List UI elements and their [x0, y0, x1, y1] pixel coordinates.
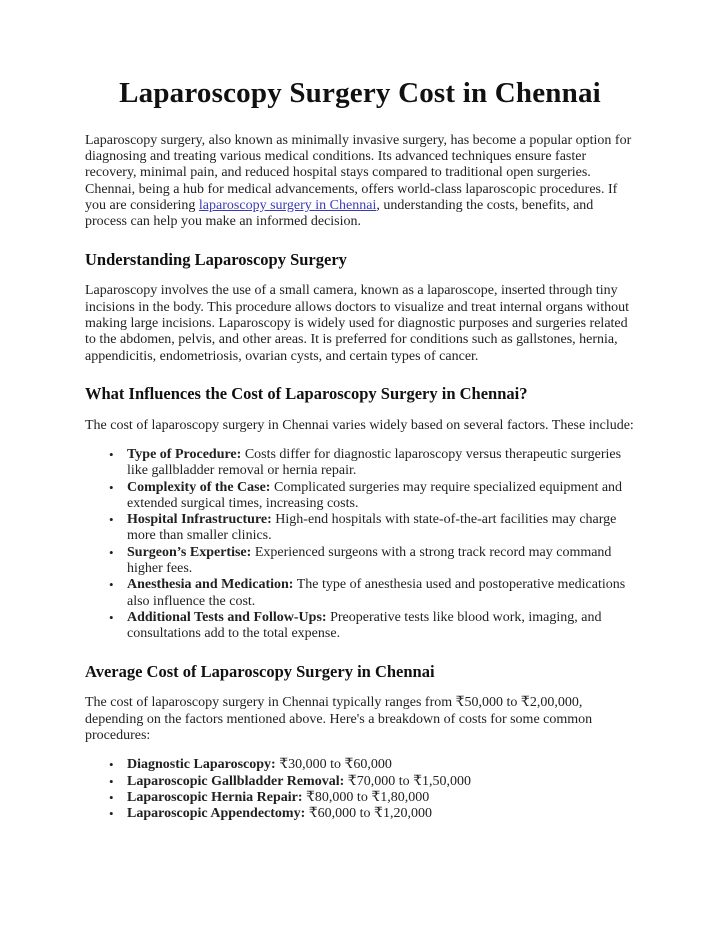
heading-understanding: Understanding Laparoscopy Surgery [85, 249, 347, 269]
list-item-text: ₹80,000 to ₹1,80,000 [302, 789, 430, 805]
list-item-text: Experienced surgeons with a strong track record may command higher fees. [127, 544, 612, 577]
intro-text-after-link: , understanding the costs, benefits, and process can help you make an informed decision. [85, 197, 594, 230]
list-item-label: Additional Tests and Follow-Ups: [127, 609, 327, 625]
list-item [85, 512, 635, 545]
list-item-label: Anesthesia and Medication: [127, 577, 294, 593]
cost-factors-list [85, 447, 635, 643]
list-item-label: Hospital Infrastructure: [127, 512, 272, 528]
heading-average-cost: Average Cost of Laparoscopy Surgery in Chennai [85, 661, 435, 681]
list-item-text: ₹70,000 to ₹1,50,000 [344, 773, 471, 789]
influences-paragraph: The cost of laparoscopy surgery in Chennai varies widely based on several factors. These include: [85, 417, 634, 433]
list-item-text: ₹30,000 to ₹60,000 [275, 757, 392, 773]
list-item-text: High-end hospitals with state-of-the-art facilities may charge more than smaller clinics. [127, 512, 617, 544]
list-item-label: Type of Procedure: [127, 446, 242, 462]
list-item [85, 480, 635, 513]
list-item-label: Surgeon’s Expertise: [127, 544, 252, 560]
list-item [85, 577, 635, 610]
list-item [85, 610, 635, 643]
list-item-text: Complicated surgeries may require specialized equipment and extended surgical times, increasing costs. [127, 479, 623, 511]
list-item-text: ₹60,000 to ₹1,20,000 [305, 806, 432, 822]
intro-paragraph [85, 133, 635, 231]
list-item-text: Preoperative tests like blood work, imaging, and consultations add to the total expense. [127, 609, 602, 642]
laparoscopy-chennai-link[interactable]: laparoscopy surgery in Chennai [198, 197, 377, 213]
page-title: Laparoscopy Surgery Cost in Chennai [119, 77, 601, 109]
list-item-label: Laparoscopic Hernia Repair: [127, 789, 303, 805]
list-item [85, 790, 635, 806]
list-item-label: Complexity of the Case: [127, 479, 271, 495]
understanding-paragraph: Laparoscopy involves the use of a small camera, known as a laparoscope, inserted through tiny incisions in the body. This procedure allows doctors to visualize and treat internal organs without making large incisions. Laparoscopy is widely used for diagnostic purposes and surgeries related to the abdomen, pelvis, and other areas. It is preferred for conditions such as gallstones, hernia, appendicitis, endometriosis, ovarian cysts, and certain types of cancer. [85, 283, 630, 364]
procedure-costs-list [85, 757, 635, 822]
list-item [85, 806, 635, 822]
list-item-text: The type of anesthesia used and postoperative medications also influence the cost. [127, 577, 626, 609]
list-item [85, 757, 635, 773]
average-cost-paragraph: The cost of laparoscopy surgery in Chennai typically ranges from ₹50,000 to ₹2,00,000, depending on the factors mentioned above. Here's a breakdown of costs for some common procedures: [85, 695, 593, 743]
list-item [85, 774, 635, 790]
list-item-label: Diagnostic Laparoscopy: [127, 757, 276, 773]
list-item-label: Laparoscopic Gallbladder Removal: [127, 773, 345, 789]
list-item-label: Laparoscopic Appendectomy: [127, 806, 306, 822]
list-item [85, 447, 635, 480]
intro-text-before-link: Laparoscopy surgery, also known as minimally invasive surgery, has become a popular option for diagnosing and treating various medical conditions. Its advanced techniques ensure faster recovery, minimal pain, and reduced hospital stays compared to traditional open surgeries. Chennai, being a hub for medical advancements, offers world-class laparoscopic procedures. If you are considering [85, 132, 632, 213]
list-item-text: Costs differ for diagnostic laparoscopy versus therapeutic surgeries like gallbladder removal or hernia repair. [127, 446, 622, 479]
list-item [85, 545, 635, 578]
heading-influences: What Influences the Cost of Laparoscopy Surgery in Chennai? [85, 383, 528, 403]
